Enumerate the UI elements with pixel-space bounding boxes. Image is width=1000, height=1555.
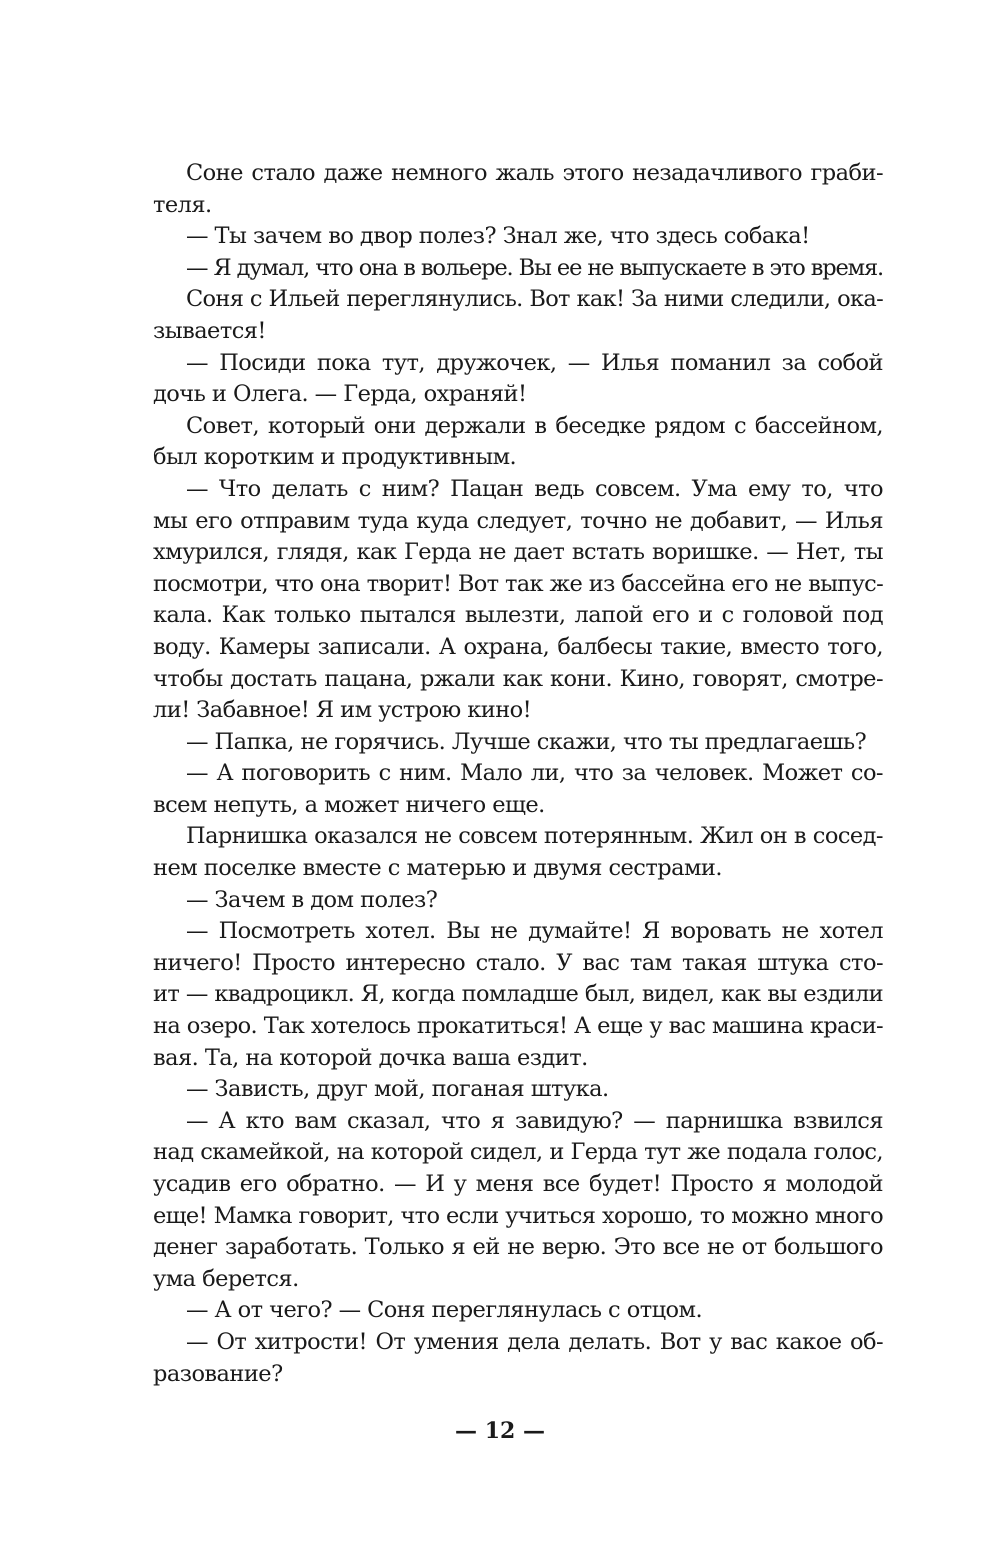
text-line: на озеро. Так хотелось прокатиться! А еще у вас машина краси- <box>153 1013 883 1040</box>
text-line: зывается! <box>153 317 266 344</box>
text-line: — Посмотреть хотел. Вы не думайте! Я воровать не хотел <box>186 918 883 945</box>
text-line: еще! Мамка говорит, что если учиться хорошо, то можно много <box>153 1202 883 1229</box>
text-line: ума берется. <box>153 1265 299 1292</box>
text-line: кала. Как только пытался вылезти, лапой его и с головой под <box>153 602 883 629</box>
text-line: усадив его обратно. — И у меня все будет! Просто я молодой <box>153 1171 883 1197</box>
text-line: ничего! Просто интересно стало. У вас там такая штука сто- <box>153 949 883 976</box>
text-line: — Я думал, что она в вольере. Вы ее не выпускаете в это время. <box>186 254 883 281</box>
text-line: всем непуть, а может ничего еще. <box>153 791 545 818</box>
text-line: Парнишка оказался не совсем потерянным. Жил он в сосед- <box>186 823 883 850</box>
text-line: нем поселке вместе с матерью и двумя сестрами. <box>153 855 722 882</box>
text-line: денег заработать. Только я ей не верю. Это все не от большого <box>153 1234 883 1261</box>
text-line: — Зависть, друг мой, поганая штука. <box>186 1076 609 1103</box>
text-line: — Что делать с ним? Пацан ведь совсем. Ума ему то, что <box>186 475 883 502</box>
text-line: мы его отправим туда куда следует, точно не добавит, — Илья <box>153 507 883 534</box>
text-line: ит — квадроцикл. Я, когда помладше был, видел, как вы ездили <box>153 981 883 1008</box>
text-line: хмурился, глядя, как Герда не дает встать воришке. — Нет, ты <box>153 539 883 566</box>
text-line: — А кто вам сказал, что я завидую? — парнишка взвился <box>186 1107 883 1134</box>
text-line: над скамейкой, на которой сидел, и Герда тут же подала голос, <box>153 1139 883 1166</box>
text-line: чтобы достать пацана, ржали как кони. Кино, говорят, смотре- <box>153 665 883 692</box>
text-line: теля. <box>153 191 212 218</box>
text-line: — Ты зачем во двор полез? Знал же, что здесь собака! <box>186 223 810 250</box>
text-line: — Зачем в дом полез? <box>186 886 438 913</box>
text-line: — А от чего? — Соня переглянулась с отцом. <box>186 1297 703 1324</box>
text-line: Соне стало даже немного жаль этого незадачливого граби- <box>186 160 883 186</box>
text-line: — А поговорить с ним. Мало ли, что за человек. Может со- <box>186 760 883 787</box>
text-line: Совет, который они держали в беседке рядом с бассейном, <box>186 412 883 439</box>
text-line: воду. Камеры записали. А охрана, балбесы такие, вместо того, <box>153 633 883 660</box>
page-number: — 12 — <box>455 1418 545 1444</box>
body-text <box>153 158 883 1390</box>
text-line: вая. Та, на которой дочка ваша ездит. <box>153 1044 588 1071</box>
text-line: посмотри, что она творит! Вот так же из бассейна его не выпус- <box>153 570 883 597</box>
text-line: ли! Забавное! Я им устрою кино! <box>153 697 532 724</box>
text-line: Соня с Ильей переглянулись. Вот как! За ними следили, ока- <box>186 286 883 313</box>
text-line: — Посиди пока тут, дружочек, — Илья поманил за собой <box>186 349 883 376</box>
text-line: был коротким и продуктивным. <box>153 444 517 471</box>
text-line: разование? <box>153 1360 283 1387</box>
text-line: — Папка, не горячись. Лучше скажи, что ты предлагаешь? <box>186 728 867 755</box>
text-line: — От хитрости! От умения дела делать. Вот у вас какое об- <box>186 1328 883 1355</box>
text-line: дочь и Олега. — Герда, охраняй! <box>153 381 527 408</box>
